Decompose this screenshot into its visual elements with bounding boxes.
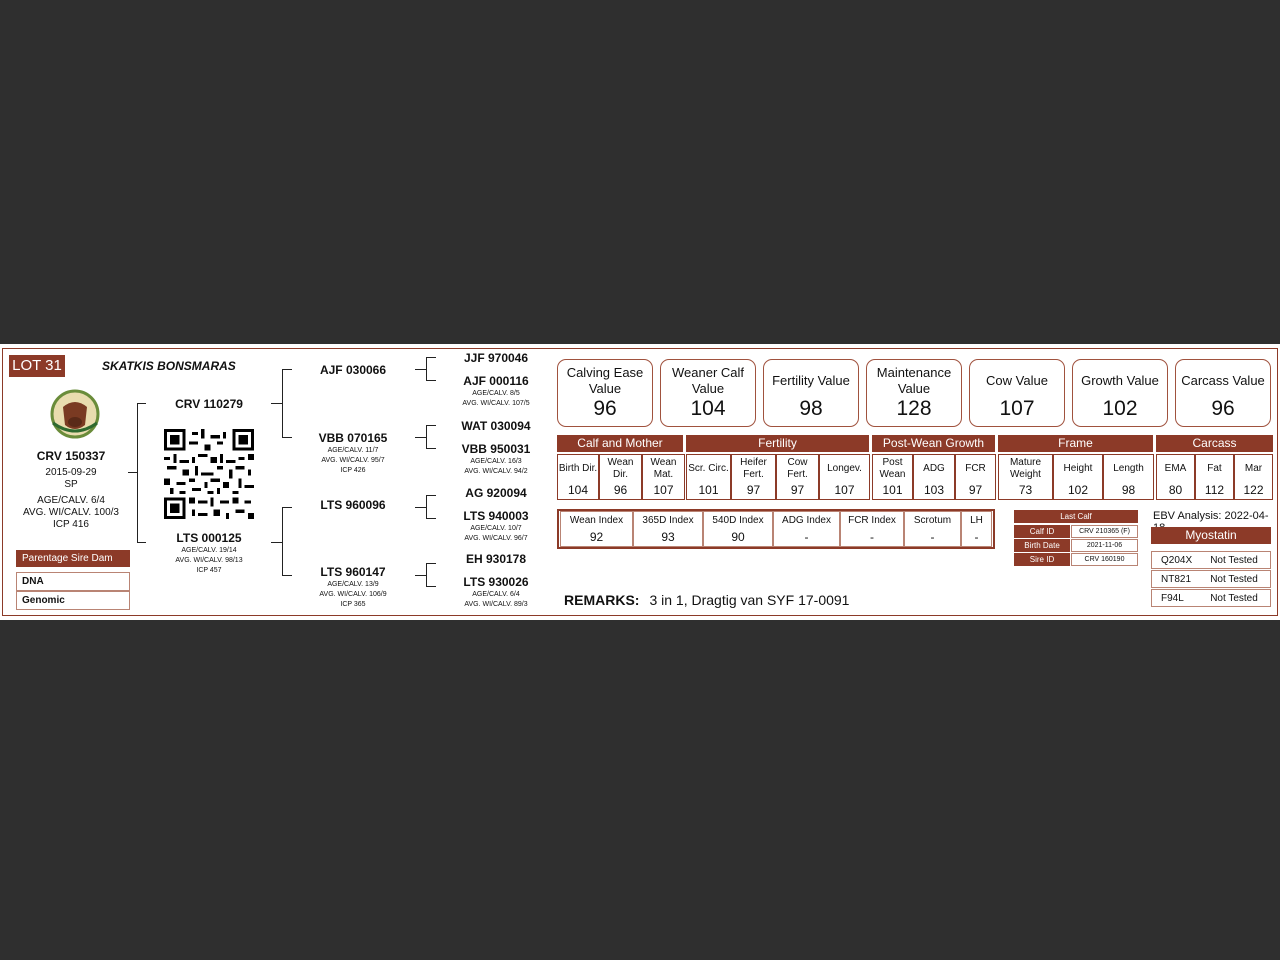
trait-length	[1103, 454, 1154, 500]
value-box-weaner-calf	[660, 359, 756, 427]
value-label: Cow Value	[986, 373, 1048, 388]
animal-icp: ICP 416	[53, 519, 89, 530]
lot-card-border	[2, 348, 1278, 616]
trait-fcr	[955, 454, 996, 500]
myostatin-gene: NT821	[1161, 574, 1192, 585]
index-label: 540D Index	[712, 515, 764, 526]
ss-sire-id: JJF 970046	[463, 351, 529, 365]
index-value: 92	[589, 530, 604, 544]
ss-dam-age-calv: AGE/CALV. 8/5	[472, 390, 520, 397]
trait-value: 103	[923, 483, 945, 497]
pedigree-line	[426, 425, 427, 448]
trait-value: 97	[790, 483, 805, 497]
pedigree-line	[282, 437, 292, 438]
sd-sire-id: WAT 030094	[461, 419, 531, 433]
ds-dam-age-calv: AGE/CALV. 10/7	[470, 525, 522, 532]
trait-value: 96	[613, 483, 628, 497]
pedigree-line	[137, 542, 146, 543]
sd-dam-avg-wi: AVG. WI/CALV. 94/2	[464, 468, 528, 475]
trait-ema	[1156, 454, 1195, 500]
dd-dam-details	[439, 590, 553, 610]
pedigree-line	[271, 403, 282, 404]
animal-birth-date: 2015-09-29	[45, 467, 97, 478]
dam-id: LTS 000125	[176, 531, 242, 545]
index-label: 365D Index	[642, 515, 694, 526]
value-box-calving-ease	[557, 359, 653, 427]
myostatin-gene: F94L	[1161, 593, 1184, 604]
trait-value: 102	[1067, 483, 1089, 497]
sire-dam-avg-wi: AVG. WI/CALV. 95/7	[321, 457, 385, 464]
index-value: -	[804, 530, 809, 544]
dd-sire-id: EH 930178	[465, 552, 527, 566]
pedigree-line	[426, 425, 436, 426]
value-box-carcass	[1175, 359, 1271, 427]
trait-value: 98	[1121, 483, 1136, 497]
trait-label: Length	[1113, 462, 1144, 474]
pedigree-line	[426, 586, 436, 587]
last-calf-value-birth-date: 2021-11-06	[1071, 539, 1138, 552]
value-number: 96	[593, 397, 617, 420]
remarks	[564, 592, 849, 608]
index-value: -	[870, 530, 874, 544]
last-calf-label-calf-id: Calf ID	[1014, 525, 1070, 538]
group-header-frame: Frame	[998, 435, 1153, 452]
dam-sire-id: LTS 960096	[320, 498, 386, 512]
dam-dam-id: LTS 960147	[320, 565, 386, 579]
parentage-header: Parentage Sire Dam	[16, 550, 130, 567]
dd-dam-age-calv: AGE/CALV. 6/4	[472, 591, 520, 598]
myostatin-row	[1151, 551, 1271, 569]
pedigree-line	[415, 437, 426, 438]
index-fcr	[840, 511, 904, 547]
ebv-analysis-date: EBV Analysis: 2022-04-	[1153, 510, 1269, 522]
dam-dam-icp: ICP 365	[340, 601, 366, 608]
trait-value: 101	[882, 483, 903, 497]
trait-longev	[819, 454, 870, 500]
value-label: Calving Ease Value	[566, 365, 644, 396]
pedigree-line	[426, 518, 436, 519]
animal-age-calv: AGE/CALV. 6/4	[37, 495, 105, 506]
sd-dam-details	[439, 457, 553, 477]
remarks-label: REMARKS:	[564, 592, 640, 608]
myostatin-status: Not Tested	[1210, 555, 1258, 566]
index-lh	[961, 511, 992, 547]
ss-dam-id: AJF 000116	[463, 374, 529, 388]
ds-dam-details	[439, 524, 553, 544]
trait-cow-fert	[776, 454, 819, 500]
trait-value: 101	[698, 483, 719, 497]
pedigree-line	[426, 380, 436, 381]
trait-adg	[913, 454, 955, 500]
myostatin-gene: Q204X	[1161, 555, 1193, 566]
trait-wean-dir	[599, 454, 642, 500]
index-label: LH	[970, 515, 983, 526]
trait-fat	[1195, 454, 1234, 500]
value-label: Growth Value	[1081, 373, 1159, 388]
trait-label: Heifer Fert.	[740, 456, 767, 480]
myostatin-header: Myostatin	[1151, 527, 1271, 544]
trait-birth-dir	[557, 454, 599, 500]
ds-dam-id: LTS 940003	[463, 509, 529, 523]
pedigree-line	[137, 403, 146, 404]
index-value: 90	[731, 530, 745, 544]
pedigree-line	[426, 563, 427, 586]
pedigree-line	[426, 495, 436, 496]
trait-mature-weight	[998, 454, 1053, 500]
index-540d	[703, 511, 773, 547]
last-calf-label-sire-id: Sire ID	[1014, 553, 1070, 566]
trait-label: EMA	[1164, 462, 1187, 474]
value-number: 96	[1211, 397, 1235, 420]
pedigree-line	[271, 542, 282, 543]
trait-label: Mature Weight	[1009, 456, 1042, 480]
ss-dam-avg-wi: AVG. WI/CALV. 107/5	[462, 400, 530, 407]
lot-card	[0, 344, 1280, 620]
index-value: -	[930, 530, 935, 544]
pedigree-line	[426, 563, 436, 564]
trait-value: 104	[567, 483, 589, 497]
ss-dam-details	[439, 389, 553, 409]
ds-dam-avg-wi: AVG. WI/CALV. 96/7	[464, 535, 528, 542]
animal-code: SP	[64, 479, 78, 490]
trait-label: Longev.	[827, 462, 862, 474]
pedigree-line	[426, 357, 427, 380]
value-number: 102	[1102, 397, 1138, 420]
group-header-calf-and-mother: Calf and Mother	[557, 435, 683, 452]
pedigree-line	[282, 369, 283, 437]
value-number: 98	[799, 397, 823, 420]
sire-dam-age-calv: AGE/CALV. 11/7	[327, 447, 379, 454]
trait-label: Height	[1063, 462, 1093, 474]
pedigree-line	[282, 369, 292, 370]
trait-value: 112	[1204, 483, 1225, 497]
group-header-fertility: Fertility	[686, 435, 869, 452]
pedigree-line	[282, 507, 283, 575]
ds-sire-id: AG 920094	[465, 486, 527, 500]
index-value: -	[974, 530, 979, 544]
pedigree-line	[426, 495, 427, 518]
myostatin-row	[1151, 570, 1271, 588]
dam-details	[148, 546, 270, 576]
dam-age-calv: AGE/CALV. 19/14	[181, 547, 237, 554]
value-box-growth	[1072, 359, 1168, 427]
trait-height	[1053, 454, 1103, 500]
sire-dam-details	[293, 446, 413, 476]
trait-label: Scr. Circ.	[688, 462, 729, 474]
myostatin-row	[1151, 589, 1271, 607]
value-label: Maintenance Value	[876, 365, 952, 396]
sire-id: CRV 110279	[175, 397, 243, 411]
value-box-fertility	[763, 359, 859, 427]
value-number: 107	[999, 397, 1035, 420]
animal-avg-wi: AVG. WI/CALV. 100/3	[23, 507, 119, 518]
trait-value: 122	[1243, 483, 1264, 497]
trait-value: 97	[968, 483, 983, 497]
sire-dam-id: VBB 070165	[318, 431, 388, 445]
index-value: 93	[661, 530, 675, 544]
trait-label: ADG	[923, 462, 945, 474]
sire-dam-icp: ICP 426	[340, 467, 366, 474]
parentage-row-dna: DNA	[16, 572, 130, 591]
index-scrotum	[904, 511, 961, 547]
index-adg	[773, 511, 840, 547]
trait-mar	[1234, 454, 1273, 500]
trait-label: Birth Dir.	[558, 462, 598, 474]
last-calf-value-sire-id: CRV 160190	[1071, 553, 1138, 566]
dam-dam-details	[293, 580, 413, 610]
dam-dam-avg-wi: AVG. WI/CALV. 106/9	[319, 591, 387, 598]
myostatin-status: Not Tested	[1210, 574, 1258, 585]
dd-dam-avg-wi: AVG. WI/CALV. 89/3	[464, 601, 528, 608]
pedigree-line	[415, 507, 426, 508]
trait-label: Mar	[1244, 462, 1263, 474]
trait-value: 73	[1018, 483, 1033, 497]
trait-wean-mat	[642, 454, 685, 500]
index-label: Scrotum	[913, 515, 952, 526]
value-number: 128	[896, 397, 932, 420]
dam-icp: ICP 457	[196, 567, 222, 574]
last-calf-label-birth-date: Birth Date	[1014, 539, 1070, 552]
pedigree-line	[128, 472, 137, 473]
group-header-post-wean-growth: Post-Wean Growth	[872, 435, 995, 452]
lot-badge: LOT 31	[9, 355, 65, 377]
pedigree-line	[426, 357, 436, 358]
myostatin-status: Not Tested	[1210, 593, 1258, 604]
value-number: 104	[690, 397, 726, 420]
index-365d	[633, 511, 703, 547]
trait-label: Fat	[1207, 462, 1222, 474]
parentage-row-genomic: Genomic	[16, 591, 130, 610]
value-box-maintenance	[866, 359, 962, 427]
trait-label: FCR	[965, 462, 986, 474]
trait-value: 97	[746, 483, 761, 497]
pedigree-line	[282, 575, 292, 576]
value-box-cow	[969, 359, 1065, 427]
trait-label: Cow Fert.	[787, 456, 808, 480]
last-calf-value-calf-id: CRV 210365 (F)	[1071, 525, 1138, 538]
last-calf-header: Last Calf	[1014, 510, 1138, 523]
dam-avg-wi: AVG. WI/CALV. 98/13	[175, 557, 243, 564]
animal-id: CRV 150337	[36, 449, 106, 463]
pedigree-line	[137, 403, 138, 542]
index-wean	[560, 511, 633, 547]
index-label: Wean Index	[569, 515, 624, 526]
qr-code-icon[interactable]	[164, 429, 254, 519]
trait-value: 107	[834, 483, 855, 497]
value-label: Fertility Value	[772, 373, 850, 388]
dd-dam-id: LTS 930026	[463, 575, 529, 589]
sire-sire-id: AJF 030066	[319, 363, 387, 377]
trait-label: Wean Mat.	[650, 456, 677, 480]
trait-label: Post Wean	[879, 456, 906, 480]
sd-dam-age-calv: AGE/CALV. 16/3	[470, 458, 522, 465]
pedigree-line	[426, 448, 436, 449]
value-label: Carcass Value	[1181, 373, 1265, 388]
trait-scr-circ	[686, 454, 731, 500]
pedigree-line	[282, 507, 292, 508]
remarks-text: 3 in 1, Dragtig van SYF 17-0091	[649, 592, 850, 608]
dam-dam-age-calv: AGE/CALV. 13/9	[327, 581, 379, 588]
pedigree-line	[415, 575, 426, 576]
value-label: Weaner Calf Value	[671, 365, 744, 396]
group-header-carcass: Carcass	[1156, 435, 1273, 452]
index-label: ADG Index	[782, 515, 831, 526]
pedigree-line	[415, 369, 426, 370]
sd-dam-id: VBB 950031	[461, 442, 531, 456]
trait-value: 107	[653, 483, 674, 497]
cattle-logo-icon	[47, 389, 103, 439]
trait-post-wean	[872, 454, 913, 500]
breeder-name: SKATKIS BONSMARAS	[102, 359, 236, 373]
trait-value: 80	[1168, 483, 1183, 497]
trait-label: Wean Dir.	[607, 456, 634, 480]
index-label: FCR Index	[848, 515, 896, 526]
trait-heifer-fert	[731, 454, 776, 500]
